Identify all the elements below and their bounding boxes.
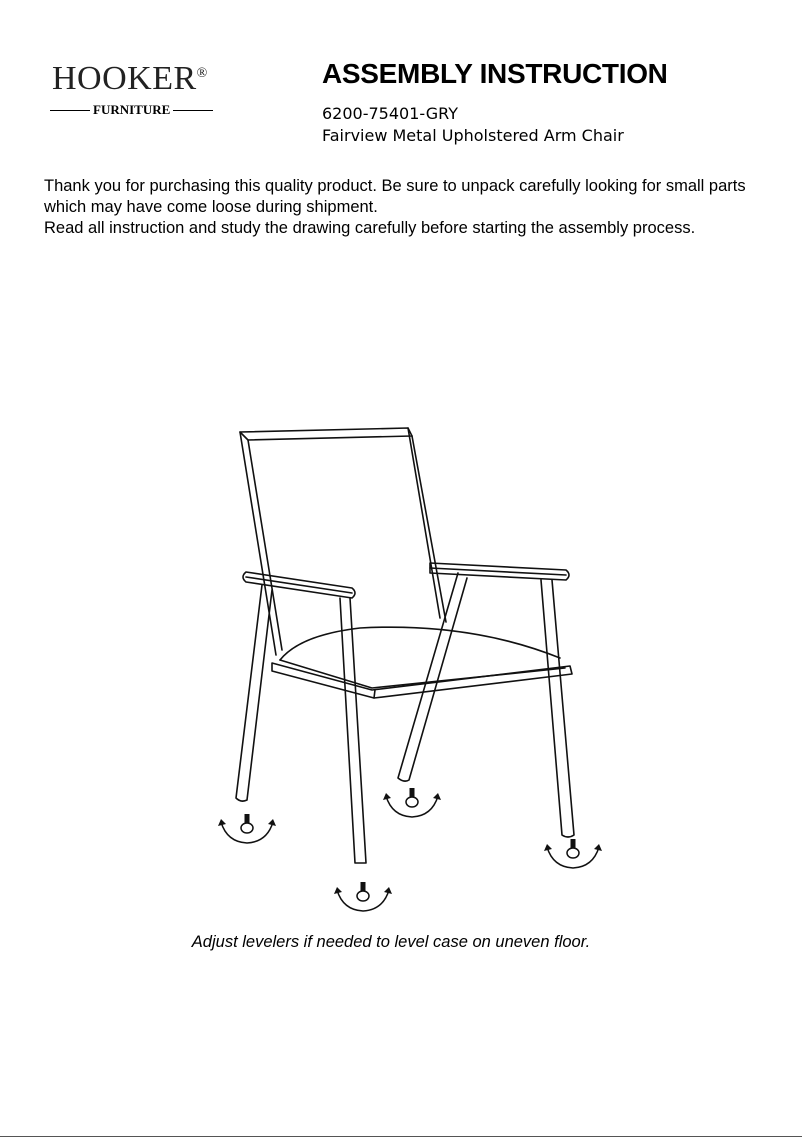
- intro-paragraph: Thank you for purchasing this quality product. Be sure to unpack carefully looking for small parts which may have come loose during shipment.: [44, 177, 746, 216]
- leveler-icon: [544, 839, 602, 868]
- logo-sub-text: FURNITURE: [93, 102, 171, 117]
- intro-paragraph: Read all instruction and study the drawing carefully before starting the assembly process.: [44, 219, 696, 237]
- logo-brand: HOOKER: [52, 60, 197, 97]
- page-divider: [0, 1136, 802, 1137]
- leveler-icon: [218, 814, 276, 843]
- leveler-icon: [383, 788, 441, 817]
- illustration-caption: Adjust levelers if needed to level case on uneven floor.: [191, 933, 591, 951]
- page-title: ASSEMBLY INSTRUCTION: [322, 58, 668, 89]
- product-name: Fairview Metal Upholstered Arm Chair: [322, 126, 624, 145]
- logo-registered: ®: [196, 66, 208, 81]
- product-code: 6200-75401-GRY: [322, 104, 459, 123]
- leveler-icon: [334, 882, 392, 911]
